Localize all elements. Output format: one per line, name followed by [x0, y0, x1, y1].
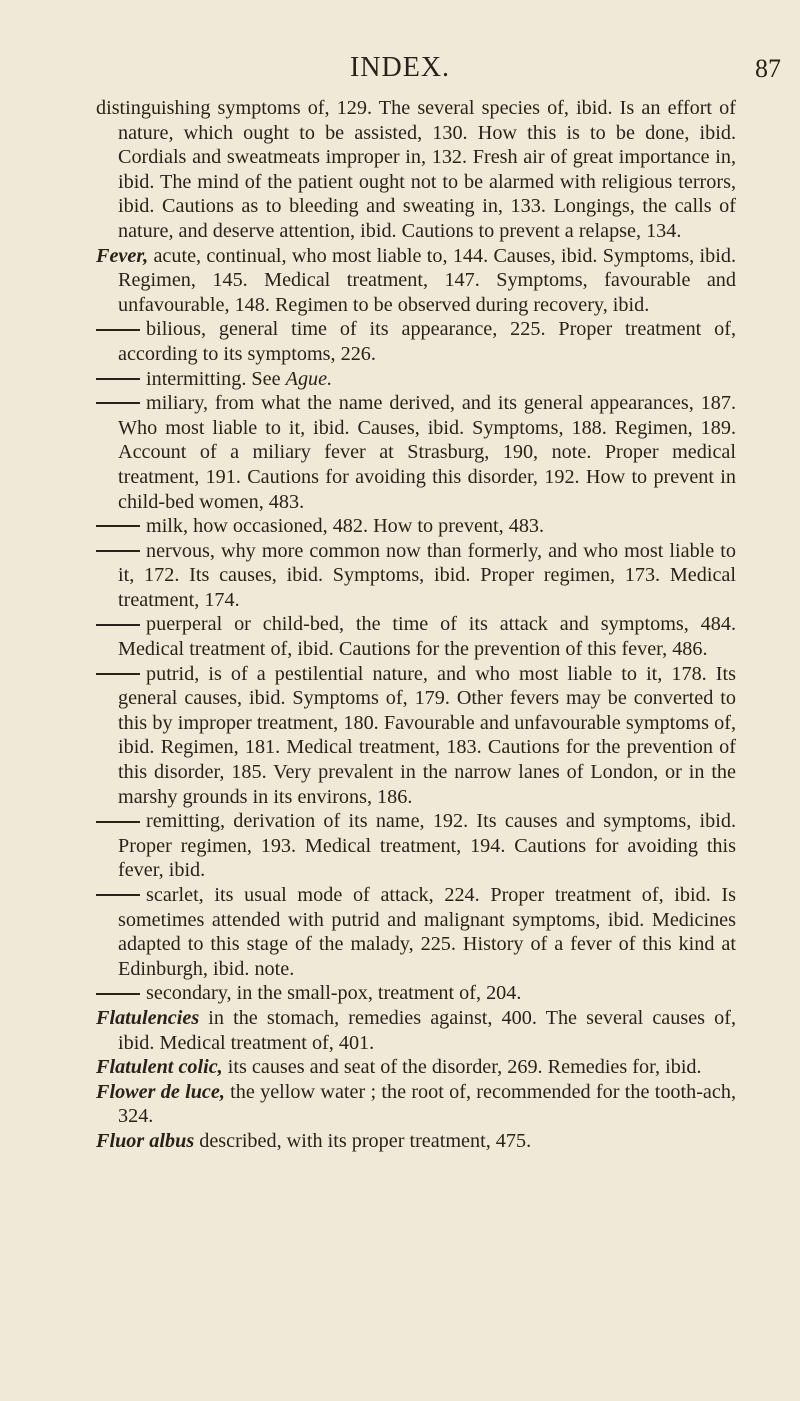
- page-number: 87: [755, 54, 781, 83]
- index-entry-text: secondary, in the small-pox, treatment of, 204.: [146, 982, 522, 1005]
- index-entry-text: milk, how occasioned, 482. How to prevent, 483.: [146, 515, 545, 538]
- index-entry: [96, 883, 736, 981]
- ditto-dash: [96, 525, 140, 527]
- index-entry: [96, 1129, 736, 1154]
- page-title: INDEX.: [349, 52, 451, 83]
- index-entry-text: its causes and seat of the disorder, 269. Remedies for, ibid.: [222, 1056, 702, 1079]
- index-entry-text: puerperal or child-bed, the time of its attack and symptoms, 484. Medical treatment of, ibid. Cautions for the prevention of this fever, 486.: [118, 613, 736, 661]
- index-entry: [96, 367, 736, 392]
- index-entry: [96, 514, 736, 539]
- index-heading: Fever,: [96, 244, 149, 267]
- index-heading: Flower de luce,: [96, 1080, 225, 1103]
- ditto-dash: [96, 993, 140, 995]
- ditto-dash: [96, 550, 140, 552]
- index-entry-text: described, with its proper treatment, 475.: [194, 1129, 532, 1152]
- index-entry-text: acute, continual, who most liable to, 144. Causes, ibid. Symptoms, ibid. Regimen, 145. Medical treatment, 147. Symptoms, favourable and unfavourable, 148. Regimen to be observed during recovery, ibid.: [118, 244, 736, 316]
- index-entry: [96, 391, 736, 514]
- ditto-dash: [96, 894, 140, 896]
- index-entry: [96, 1006, 736, 1055]
- index-heading: Flatulent colic,: [96, 1056, 223, 1079]
- index-entry-text: scarlet, its usual mode of attack, 224. Proper treatment of, ibid. Is sometimes attended with putrid and malignant symptoms, ibid. Medicines adapted to this stage of the malady, 225. History of a fever of this kind at Edinburgh, ibid. note.: [118, 884, 736, 980]
- index-entry: [96, 981, 736, 1006]
- index-entry-text: miliary, from what the name derived, and its general appearances, 187. Who most liable to it, ibid. Causes, ibid. Symptoms, 188. Regimen, 189. Account of a miliary fever at Strasburg, 190, note. Proper medical treatment, 191. Cautions for avoiding this disorder, 192. How to prevent in child-bed women, 483.: [118, 392, 736, 513]
- index-entry: [96, 612, 736, 661]
- ditto-dash: [96, 673, 140, 675]
- index-entry-text: remitting, derivation of its name, 192. Its causes and symptoms, ibid. Proper regimen, 193. Medical treatment, 194. Cautions for avoiding this fever, ibid.: [118, 810, 736, 882]
- ditto-dash: [96, 378, 140, 380]
- index-entry: [96, 96, 736, 244]
- index-entry: [96, 317, 736, 366]
- index-entries: [96, 96, 736, 1154]
- index-entry: [96, 539, 736, 613]
- index-entry-text: in the stomach, remedies against, 400. The several causes of, ibid. Medical treatment of, 401.: [118, 1006, 736, 1054]
- index-entry-text: the yellow water ; the root of, recommended for the tooth-ach, 324.: [118, 1080, 736, 1128]
- index-entry: [96, 662, 736, 810]
- index-entry-text: putrid, is of a pestilential nature, and who most liable to it, 178. Its general causes, ibid. Symptoms of, 179. Other fevers may be converted to this by improper treatment, 180. Favourable and unfavourable symptoms of, ibid. Regimen, 181. Medical treatment, 183. Cautions for the prevention of this disorder, 185. Very prevalent in the narrow lanes of London, or in the marshy grounds in its environs, 186.: [118, 662, 736, 808]
- index-entry: [96, 1055, 736, 1080]
- index-heading: Fluor albus: [96, 1129, 195, 1152]
- index-entry: [96, 809, 736, 883]
- index-entry-text: bilious, general time of its appearance, 225. Proper treatment of, according to its symptoms, 226.: [118, 318, 736, 365]
- ditto-dash: [96, 821, 140, 823]
- ditto-dash: [96, 329, 140, 331]
- index-entry-text: nervous, why more common now than formerly, and who most liable to it, 172. Its causes, ibid. Symptoms, ibid. Proper regimen, 173. Medical treatment, 174.: [118, 539, 736, 611]
- cross-reference: Ague.: [285, 367, 333, 390]
- ditto-dash: [96, 402, 140, 404]
- index-entry-text: distinguishing symptoms of, 129. The several species of, ibid. Is an effort of nature, which ought to be assisted, 130. How this is to be done, ibid. Cordials and sweatmeats improper in, 132. Fresh air of great importance in, ibid. The mind of the patient ought not to be alarmed with religious terrors, ibid. Cautions as to bleeding and sweating in, 133. Longings, the calls of nature, and deserve attention, ibid. Cautions to prevent a relapse, 134.: [96, 97, 736, 242]
- index-entry-text: intermitting. See: [146, 367, 286, 390]
- index-entry: [96, 244, 736, 318]
- index-heading: Flatulencies: [96, 1006, 200, 1029]
- ditto-dash: [96, 624, 140, 626]
- index-entry: [96, 1080, 736, 1129]
